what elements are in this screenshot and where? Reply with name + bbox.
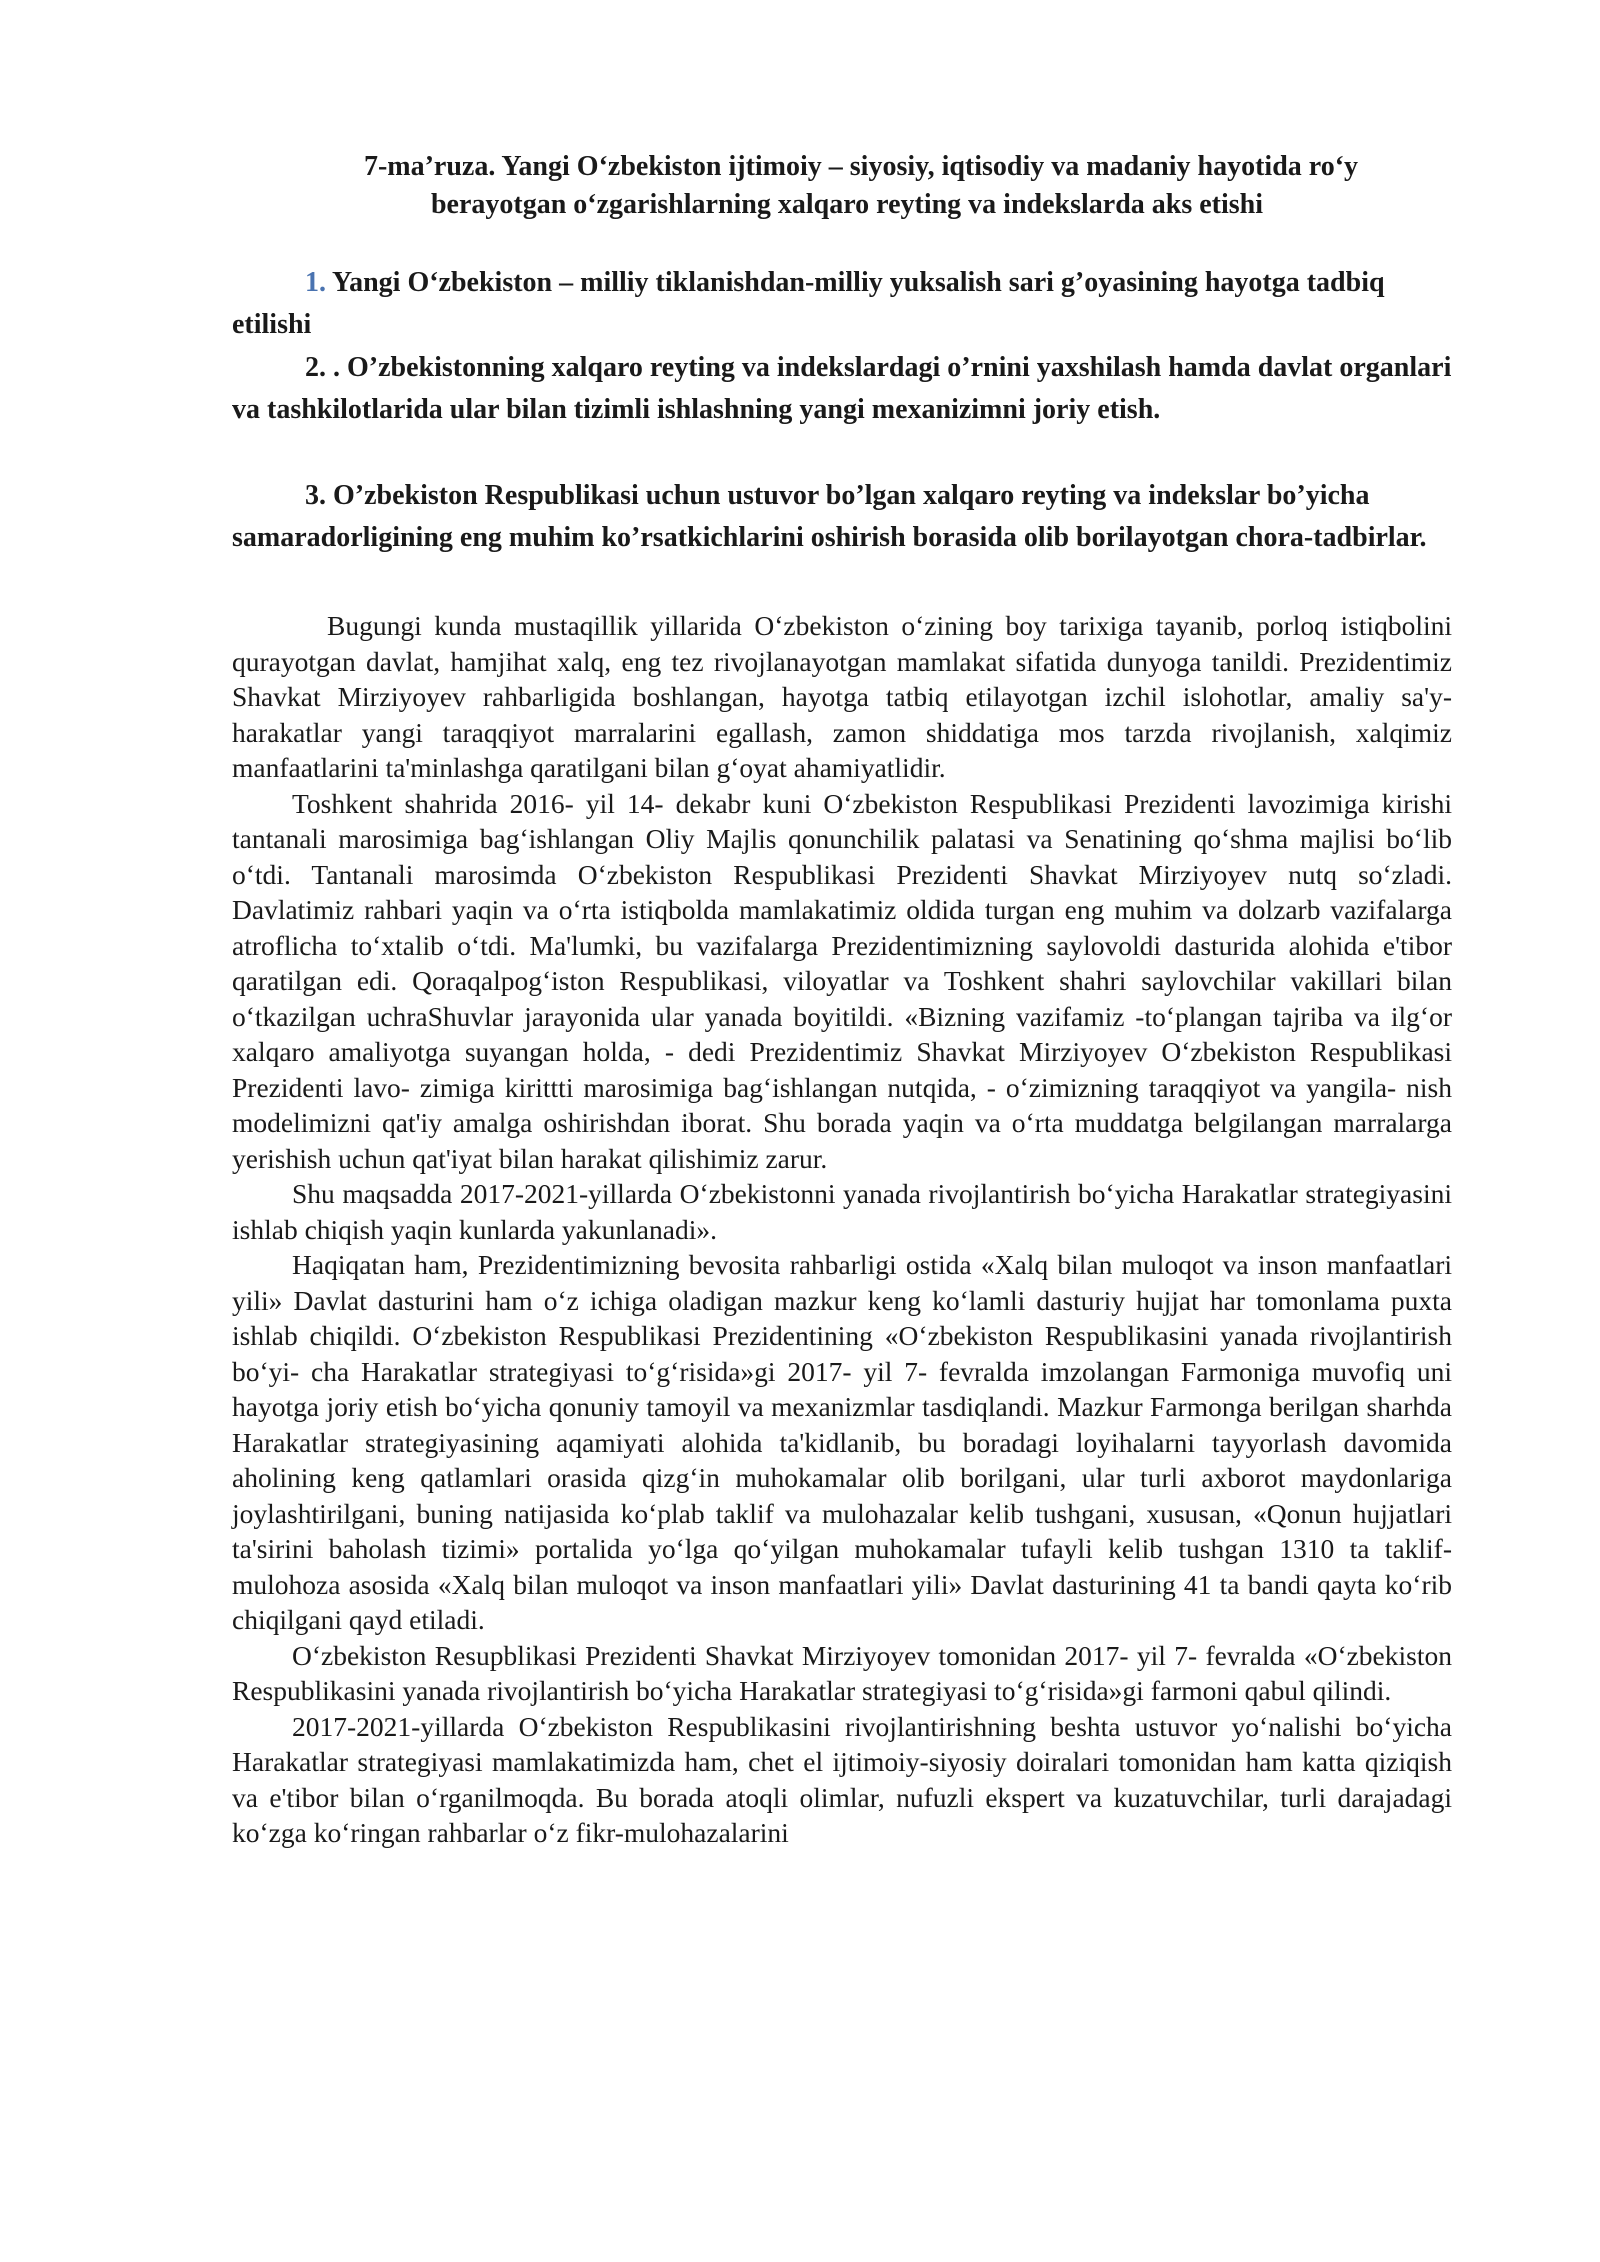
section-heading-3-text: O’zbekiston Respublikasi uchun ustuvor bo’lgan xalqaro reyting va indekslar bo’yicha samaradorligining eng muhim ko’rsatkichlarini oshirish borasida olib borilayotgan chora-tadbirlar. — [232, 480, 1427, 553]
section-heading-1-number: 1. — [305, 267, 326, 298]
section-heading-2-text: O’zbekistonning xalqaro reyting va indekslardagi o’rnini yaxshilash hamda davlat organlari va tashkilotlarida ular bilan tizimli ishlashning yangi mexanizimni joriy etish. — [232, 352, 1452, 425]
body-text — [232, 608, 1452, 1851]
paragraph-3: Shu maqsadda 2017-2021-yillarda O‘zbekistonni yanada rivojlantirish bo‘yicha Harakatlar strategiyasini ishlab chiqish yaqin kunlarda yakunlanadi». — [232, 1178, 1452, 1245]
section-heading-2-number: 2. . — [305, 352, 340, 383]
paragraph-6: 2017-2021-yillarda O‘zbekiston Respublikasini rivojlantirishning beshta ustuvor yo‘nalishi bo‘yicha Harakatlar strategiyasi mamlakatimizda ham, chet el ijtimoiy-siyosiy doiralari tomonidan ham katta qiziqish va e'tibor bilan o‘rganilmoqda. Bu borada atoqli olimlar, nufuzli ekspert va kuzatuvchilar, turli darajadagi ko‘zga ko‘ringan rahbarlar o‘z fikr-mulohazalarini — [232, 1710, 1452, 1848]
paragraph-1: Bugungi kunda mustaqillik yillarida O‘zbekiston o‘zining boy tarixiga tayanib, porloq istiqbolini qurayotgan davlat, hamjihat xalq, eng tez rivojlanayotgan mamlakat sifatida dunyoga tanildi. Prezidentimiz Shavkat Mirziyoyev rahbarligida boshlangan, hayotga tatbiq etilayotgan izchil islohotlar, amaliy sa'y-harakatlar yangi taraqqiyot marralarini egallash, zamon shiddatiga mos tarzda rivojlanish, xalqimiz manfaatlarini ta'minlashga qaratilgani bilan g‘oyat ahamiyatlidir. — [232, 610, 1452, 783]
lecture-title — [232, 148, 1452, 224]
lecture-title-line-2: berayotgan o‘zgarishlarning xalqaro reyting va indekslarda aks etishi — [430, 189, 1264, 220]
paragraph-5: O‘zbekiston Resupblikasi Prezidenti Shavkat Mirziyoyev tomonidan 2017- yil 7- fevralda «O‘zbekiston Respublikasini yanada rivojlantirish bo‘yicha Harakatlar strategiyasi to‘g‘risida»gi farmoni qabul qilindi. — [232, 1639, 1452, 1706]
lecture-title-line-1: 7-ma’ruza. Yangi O‘zbekiston ijtimoiy – siyosiy, iqtisodiy va madaniy hayotida ro‘y — [363, 151, 1359, 182]
section-heading-3-number: 3. — [305, 480, 326, 511]
section-heading-1-text: Yangi O‘zbekiston – milliy tiklanishdan-milliy yuksalish sari g’oyasining hayotga tadbiq etilishi — [232, 267, 1385, 340]
paragraph-2: Toshkent shahrida 2016- yil 14- dekabr kuni O‘zbekiston Respublikasi Prezidenti lavozimiga kirishi tantanali marosimiga bag‘ishlangan Oliy Majlis qonunchilik palatasi va Senatining qo‘shma majlisi bo‘lib o‘tdi. Tantanali marosimda O‘zbekiston Respublikasi Prezidenti Shavkat Mirziyoyev nutq so‘zladi. Davlatimiz rahbari yaqin va o‘rta istiqbolda mamlakatimiz oldida turgan eng muhim va dolzarb vazifalarga atroflicha to‘xtalib o‘tdi. Ma'lumki, bu vazifalarga Prezidentimizning saylovoldi dasturida alohida e'tibor qaratilgan edi. Qoraqalpog‘iston Respublikasi, viloyatlar va Toshkent shahri saylovchilar vakillari bilan o‘tkazilgan uchraShuvlar jarayonida ular yanada boyitildi. «Bizning vazifamiz -to‘plangan tajriba va ilg‘or xalqaro amaliyotga suyangan holda, - dedi Prezidentimiz Shavkat Mirziyoyev O‘zbekiston Respublikasi Prezidenti lavo- zimiga kirittti marosimiga bag‘ishlangan nutqida, - o‘zimizning taraqqiyot va yangila- nish modelimizni qat'iy amalga oshirishdan iborat. Shu borada yaqin va o‘rta muddatga belgilangan marralarga yerishish uchun qat'iyat bilan harakat qilishimiz zarur. — [232, 787, 1452, 1174]
section-heading-3 — [232, 475, 1452, 559]
paragraph-4: Haqiqatan ham, Prezidentimizning bevosita rahbarligi ostida «Xalq bilan muloqot va inson manfaatlari yili» Davlat dasturini ham o‘z ichiga oladigan mazkur keng ko‘lamli dasturiy hujjat har tomonlama puxta ishlab chiqildi. O‘zbekiston Respublikasi Prezidentining «O‘zbekiston Respublikasini yanada rivojlantirish bo‘yi- cha Harakatlar strategiyasi to‘g‘risida»gi 2017- yil 7- fevralda imzolangan Farmoniga muvofiq uni hayotga joriy etish bo‘yicha qonuniy tamoyil va mexanizmlar tasdiqlandi. Mazkur Farmonga berilgan sharhda Harakatlar strategiyasining aqamiyati alohida ta'kidlanib, bu boradagi loyihalarni tayyorlash davomida aholining keng qatlamlari orasida qizg‘in muhokamalar olib borilgani, ular turli axborot maydonlariga joylashtirilgani, buning natijasida ko‘plab taklif va mulohazalar kelib tushgani, xususan, «Qonun hujjatlari ta'sirini baholash tizimi» portalida yo‘lga qo‘yilgan muhokamalar tufayli kelib tushgan 1310 ta taklif-mulohoza asosida «Xalq bilan muloqot va inson manfaatlari yili» Davlat dasturining 41 ta bandi qayta ko‘rib chiqilgani qayd etiladi. — [232, 1249, 1452, 1635]
section-heading-1 — [232, 262, 1452, 346]
section-heading-2 — [232, 347, 1452, 431]
